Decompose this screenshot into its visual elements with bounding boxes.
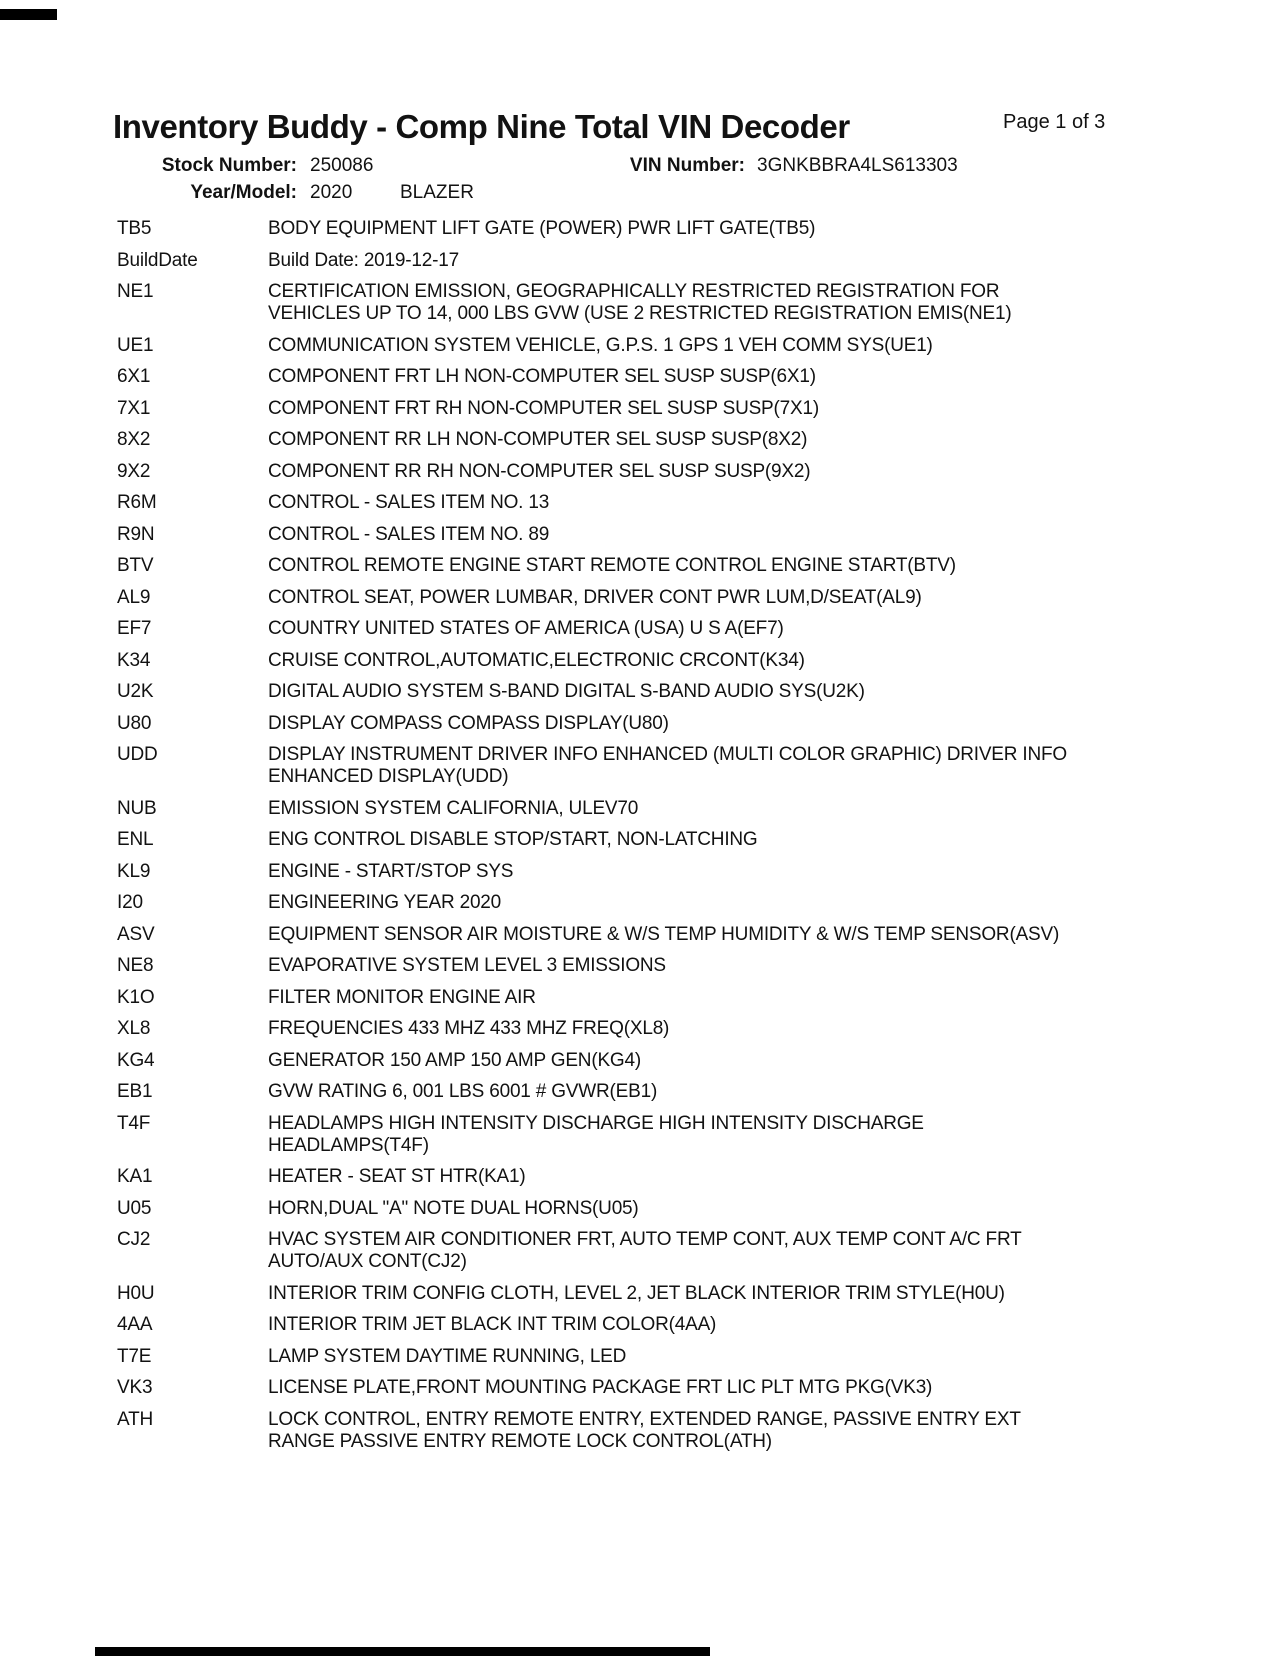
option-code: NE8 [117,955,154,976]
option-row [117,587,1217,609]
option-description-line: COMPONENT RR LH NON-COMPUTER SEL SUSP SUSP(8X2) [268,429,808,450]
option-description-line: COMPONENT FRT LH NON-COMPUTER SEL SUSP SUSP(6X1) [268,366,816,387]
option-row [117,744,1217,788]
option-description [268,1198,1217,1220]
option-row [117,461,1217,483]
option-description-line: HVAC SYSTEM AIR CONDITIONER FRT, AUTO TEMP CONT, AUX TEMP CONT A/C FRT [268,1229,1022,1250]
option-description-line: HORN,DUAL "A" NOTE DUAL HORNS(U05) [268,1197,639,1219]
option-description-line: RANGE PASSIVE ENTRY REMOTE LOCK CONTROL(ATH) [268,1430,772,1452]
option-description [268,555,1217,577]
option-row [117,1283,1217,1305]
option-description [268,924,1217,946]
option-description-line: ENGINEERING YEAR 2020 [268,892,502,913]
option-description [268,281,1217,325]
option-row [117,650,1217,672]
option-description-line: HEADLAMPS HIGH INTENSITY DISCHARGE HIGH INTENSITY DISCHARGE [268,1112,924,1134]
option-description [268,524,1217,546]
option-description-line: FILTER MONITOR ENGINE AIR [268,986,536,1008]
option-description [268,861,1217,883]
model-value: BLAZER [400,182,474,203]
option-row [117,492,1217,514]
option-code: R6M [117,492,157,513]
option-description-line: CONTROL SEAT, POWER LUMBAR, DRIVER CONT PWR LUM,D/SEAT(AL9) [268,586,922,608]
option-row [117,366,1217,388]
option-row [117,398,1217,420]
option-code: K1O [117,986,155,1008]
option-description-line: COUNTRY UNITED STATES OF AMERICA (USA) U S A(EF7) [268,618,784,639]
option-description [268,1018,1217,1040]
option-description [268,955,1217,977]
option-description-line: CONTROL - SALES ITEM NO. 13 [268,492,550,513]
option-code: U80 [117,712,152,734]
option-row [117,955,1217,977]
option-code: ATH [117,1408,153,1430]
option-description [268,618,1217,640]
option-code: UDD [117,744,158,765]
option-code: 7X1 [117,397,151,419]
stock-number-label: Stock Number: [161,155,297,176]
option-description [268,798,1217,820]
option-code: UE1 [117,334,154,356]
option-description [268,1050,1217,1072]
option-row [117,1229,1217,1273]
option-code: XL8 [117,1018,151,1039]
option-description [268,461,1217,483]
option-description [268,1283,1217,1305]
option-description-line: Build Date: 2019-12-17 [268,249,460,271]
option-code: U05 [117,1197,152,1219]
option-description [268,1409,1217,1453]
vin-number-value: 3GNKBBRA4LS613303 [757,155,958,176]
option-row [117,798,1217,820]
option-code: U2K [117,681,154,702]
year-value: 2020 [310,182,353,203]
option-code: T4F [117,1112,151,1134]
option-code: CJ2 [117,1229,151,1250]
option-row [117,892,1217,914]
option-code: BTV [117,555,154,576]
option-row [117,429,1217,451]
option-code: EB1 [117,1081,153,1102]
option-description-line: HEATER - SEAT ST HTR(KA1) [268,1166,526,1187]
option-row [117,1346,1217,1368]
option-row [117,1409,1217,1453]
option-code: 4AA [117,1314,153,1335]
option-code: R9N [117,523,155,545]
option-description [268,829,1217,851]
option-description [268,1081,1217,1103]
option-code: K34 [117,649,151,671]
option-description-line: CERTIFICATION EMISSION, GEOGRAPHICALLY RESTRICTED REGISTRATION FOR [268,281,1000,302]
option-code: AL9 [117,586,151,608]
option-description-line: COMPONENT RR RH NON-COMPUTER SEL SUSP SUSP(9X2) [268,460,811,482]
option-row [117,281,1217,325]
option-row [117,1018,1217,1040]
option-description [268,650,1217,672]
option-description [268,713,1217,735]
option-row [117,681,1217,703]
option-description-line: LAMP SYSTEM DAYTIME RUNNING, LED [268,1345,627,1367]
option-code: KA1 [117,1166,153,1187]
option-description-line: EQUIPMENT SENSOR AIR MOISTURE & W/S TEMP HUMIDITY & W/S TEMP SENSOR(ASV) [268,923,1060,945]
option-row [117,1166,1217,1188]
option-description [268,429,1217,451]
option-description-line: INTERIOR TRIM JET BLACK INT TRIM COLOR(4AA) [268,1314,717,1335]
option-code: 8X2 [117,429,151,450]
option-description [268,987,1217,1009]
option-row [117,218,1217,240]
option-description-line: DISPLAY COMPASS COMPASS DISPLAY(U80) [268,712,669,734]
option-description [268,218,1217,240]
vin-number-label: VIN Number: [629,155,745,176]
option-description-line: CRUISE CONTROL,AUTOMATIC,ELECTRONIC CRCONT(K34) [268,649,805,671]
option-row [117,829,1217,851]
option-row [117,524,1217,546]
option-description [268,250,1217,272]
page-title: Inventory Buddy - Comp Nine Total VIN Decoder [113,108,850,145]
option-description [268,366,1217,388]
option-description [268,1229,1217,1273]
option-row [117,861,1217,883]
option-description-line: DISPLAY INSTRUMENT DRIVER INFO ENHANCED (MULTI COLOR GRAPHIC) DRIVER INFO [268,744,1067,765]
scan-artifact-bottom [95,1647,710,1656]
option-code: BuildDate [117,249,198,271]
option-description-line: COMMUNICATION SYSTEM VEHICLE, G.P.S. 1 GPS 1 VEH COMM SYS(UE1) [268,334,933,356]
option-row [117,1113,1217,1157]
option-row [117,1198,1217,1220]
option-code: I20 [117,892,143,913]
option-code: TB5 [117,218,152,239]
option-code: EF7 [117,618,152,639]
option-description-line: FREQUENCIES 433 MHZ 433 MHZ FREQ(XL8) [268,1018,670,1039]
option-description-line: HEADLAMPS(T4F) [268,1134,429,1156]
option-description [268,335,1217,357]
option-row [117,618,1217,640]
option-description-line: ENHANCED DISPLAY(UDD) [268,766,509,787]
option-code: NUB [117,797,157,819]
option-description-line: LICENSE PLATE,FRONT MOUNTING PACKAGE FRT LIC PLT MTG PKG(VK3) [268,1377,933,1398]
options-list [117,218,1217,1462]
option-code: H0U [117,1282,155,1304]
option-description [268,492,1217,514]
option-description-line: DIGITAL AUDIO SYSTEM S-BAND DIGITAL S-BAND AUDIO SYS(U2K) [268,681,865,702]
option-description-line: EMISSION SYSTEM CALIFORNIA, ULEV70 [268,797,639,819]
page-indicator: Page 1 of 3 [1003,111,1106,133]
option-row [117,987,1217,1009]
option-row [117,250,1217,272]
option-row [117,1050,1217,1072]
option-row [117,555,1217,577]
option-description [268,398,1217,420]
option-description-line: INTERIOR TRIM CONFIG CLOTH, LEVEL 2, JET BLACK INTERIOR TRIM STYLE(H0U) [268,1282,1005,1304]
option-description [268,1377,1217,1399]
option-code: 9X2 [117,460,151,482]
option-description [268,1166,1217,1188]
option-code: KL9 [117,860,151,882]
option-description-line: ENG CONTROL DISABLE STOP/START, NON-LATCHING [268,829,758,850]
option-code: ASV [117,923,155,945]
option-description-line: CONTROL REMOTE ENGINE START REMOTE CONTROL ENGINE START(BTV) [268,555,956,576]
option-description-line: AUTO/AUX CONT(CJ2) [268,1251,467,1272]
option-row [117,1081,1217,1103]
option-code: KG4 [117,1049,155,1071]
option-description [268,1113,1217,1157]
option-description-line: GVW RATING 6, 001 LBS 6001 # GVWR(EB1) [268,1081,658,1102]
year-model-label: Year/Model: [190,182,297,203]
option-code: NE1 [117,281,154,302]
option-row [117,1377,1217,1399]
option-description-line: COMPONENT FRT RH NON-COMPUTER SEL SUSP SUSP(7X1) [268,397,819,419]
option-code: ENL [117,829,154,850]
option-row [117,1314,1217,1336]
option-description [268,587,1217,609]
option-description-line: LOCK CONTROL, ENTRY REMOTE ENTRY, EXTENDED RANGE, PASSIVE ENTRY EXT [268,1408,1021,1430]
option-description-line: EVAPORATIVE SYSTEM LEVEL 3 EMISSIONS [268,955,666,976]
option-code: T7E [117,1345,152,1367]
option-description [268,681,1217,703]
option-row [117,713,1217,735]
option-description-line: BODY EQUIPMENT LIFT GATE (POWER) PWR LIFT GATE(TB5) [268,218,816,239]
option-description [268,744,1217,788]
option-description-line: GENERATOR 150 AMP 150 AMP GEN(KG4) [268,1049,641,1071]
option-row [117,335,1217,357]
option-row [117,924,1217,946]
scan-artifact-top-left [0,9,57,20]
option-description [268,1346,1217,1368]
stock-number-value: 250086 [310,155,374,176]
option-description [268,1314,1217,1336]
option-code: 6X1 [117,366,151,387]
option-description-line: VEHICLES UP TO 14, 000 LBS GVW (USE 2 RESTRICTED REGISTRATION EMIS(NE1) [268,303,1012,324]
option-code: VK3 [117,1377,153,1398]
option-description-line: CONTROL - SALES ITEM NO. 89 [268,523,550,545]
option-description-line: ENGINE - START/STOP SYS [268,860,514,882]
option-description [268,892,1217,914]
